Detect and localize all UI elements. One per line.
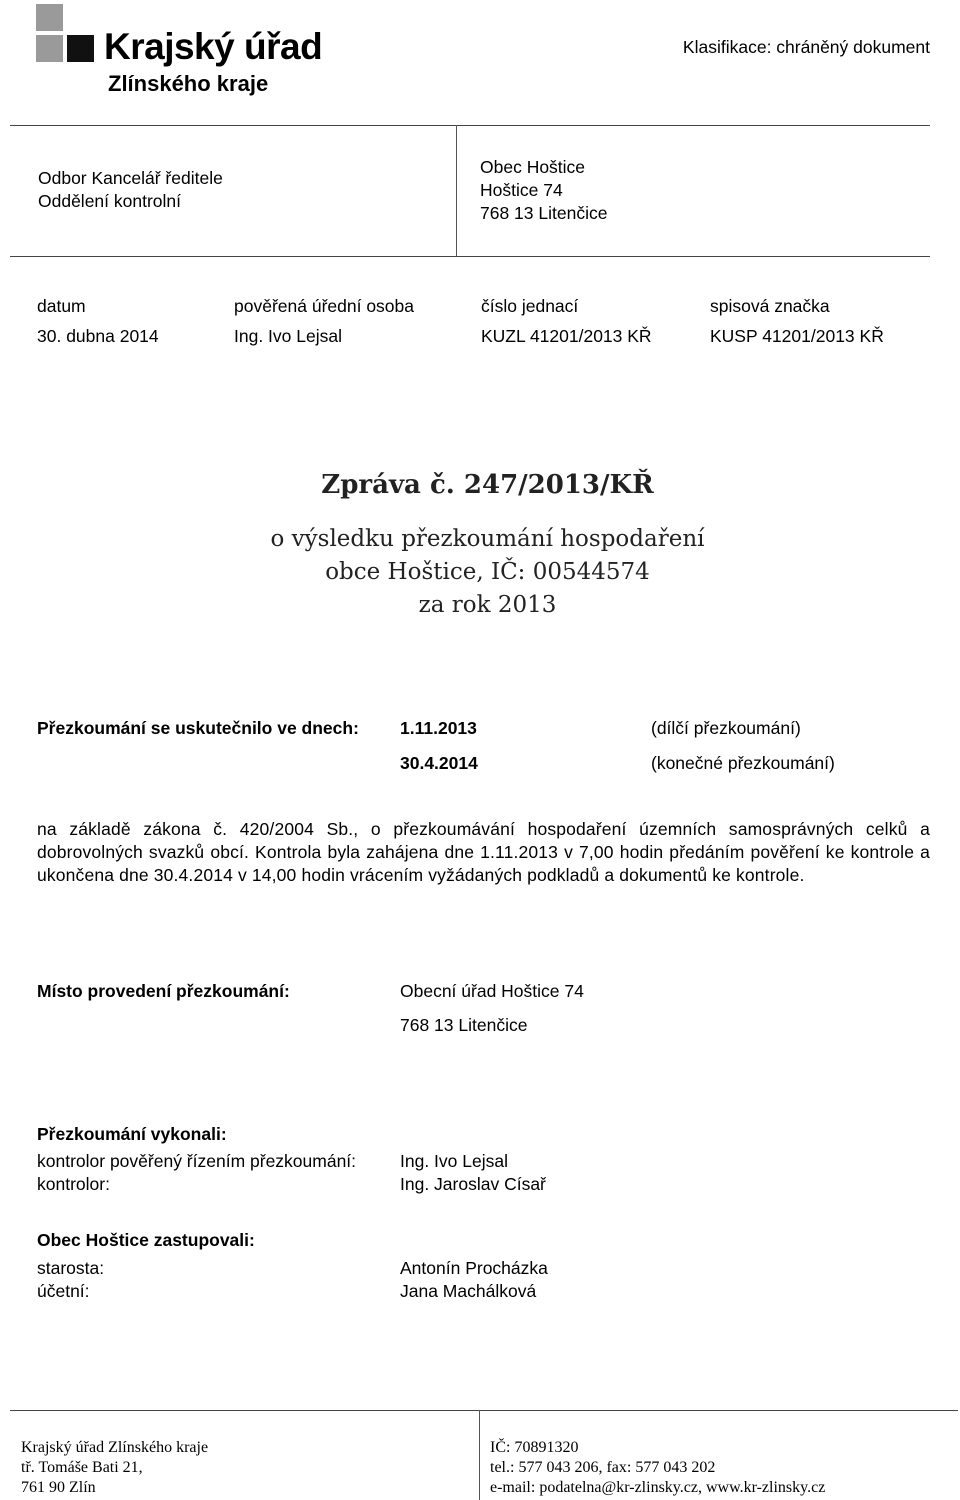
logo-subtitle: Zlínského kraje xyxy=(108,71,269,96)
meta-label-ref: číslo jednací xyxy=(481,296,579,316)
logo-title: Krajský úřad xyxy=(104,26,323,67)
footer-city: 761 90 Zlín xyxy=(21,1479,96,1496)
classification-label: Klasifikace: chráněný dokument xyxy=(682,37,930,57)
performed-role-2: kontrolor: xyxy=(37,1174,110,1194)
review-label: Přezkoumání se uskutečnilo ve dnech: xyxy=(37,718,359,738)
represented-name-2: Jana Machálková xyxy=(400,1281,537,1301)
header-rule-top xyxy=(10,125,930,126)
performed-name-1: Ing. Ivo Lejsal xyxy=(400,1151,508,1171)
recipient-city: 768 13 Litenčice xyxy=(480,203,608,223)
review-date-1: 1.11.2013 xyxy=(400,718,477,738)
place-label: Místo provedení přezkoumání: xyxy=(37,981,290,1001)
recipient-street: Hoštice 74 xyxy=(480,180,563,200)
meta-label-file: spisová značka xyxy=(710,296,830,316)
legal-basis-paragraph: na základě zákona č. 420/2004 Sb., o přezkoumávání hospodaření územních samosprávných celků a dobrovolných svazků obcí. Kontrola byla zahájena dne 1.11.2013 v 7,00 hodin předáním pověření ke kontrole a ukončena dne 30.4.2014 v 14,00 hodin vrácením vyžádaných podkladů a dokumentů ke kontrole. xyxy=(37,819,930,885)
footer-ico: IČ: 70891320 xyxy=(490,1439,579,1456)
meta-value-officer: Ing. Ivo Lejsal xyxy=(234,326,342,346)
represented-role-2: účetní: xyxy=(37,1281,90,1301)
performed-role-1: kontrolor pověřený řízením přezkoumání: xyxy=(37,1151,357,1171)
report-subtitle-2: obce Hoštice, IČ: 00544574 xyxy=(325,559,650,585)
logo-mark xyxy=(36,4,94,62)
address-divider xyxy=(456,125,457,256)
performed-heading: Přezkoumání vykonali: xyxy=(37,1124,227,1144)
meta-value-date: 30. dubna 2014 xyxy=(37,326,159,346)
represented-heading: Obec Hoštice zastupovali: xyxy=(37,1230,255,1250)
represented-name-1: Antonín Procházka xyxy=(400,1258,548,1278)
recipient-name: Obec Hoštice xyxy=(480,157,586,177)
meta-label-officer: pověřená úřední osoba xyxy=(234,296,414,316)
place-line-1: Obecní úřad Hoštice 74 xyxy=(400,981,584,1001)
footer-divider xyxy=(479,1410,480,1500)
footer-rule xyxy=(10,1410,958,1411)
sender-dept: Odbor Kancelář ředitele xyxy=(38,168,223,188)
place-line-2: 768 13 Litenčice xyxy=(400,1015,528,1035)
report-title: Zpráva č. 247/2013/KŘ xyxy=(321,470,654,500)
sender-section: Oddělení kontrolní xyxy=(38,191,182,211)
review-date-2: 30.4.2014 xyxy=(400,753,478,773)
footer-email-web: e-mail: podatelna@kr-zlinsky.cz, www.kr-zlinsky.cz xyxy=(490,1479,826,1496)
report-subtitle-1: o výsledku přezkoumání hospodaření xyxy=(270,526,705,552)
header-rule-bottom xyxy=(10,256,930,257)
review-note-1: (dílčí přezkoumání) xyxy=(651,718,801,738)
footer-street: tř. Tomáše Bati 21, xyxy=(21,1459,143,1476)
footer-phone: tel.: 577 043 206, fax: 577 043 202 xyxy=(490,1459,716,1476)
footer-office-name: Krajský úřad Zlínského kraje xyxy=(21,1439,209,1456)
meta-value-ref: KUZL 41201/2013 KŘ xyxy=(481,326,652,346)
represented-role-1: starosta: xyxy=(37,1258,105,1278)
meta-label-date: datum xyxy=(37,296,86,316)
performed-name-2: Ing. Jaroslav Císař xyxy=(400,1174,546,1194)
review-note-2: (konečné přezkoumání) xyxy=(651,753,835,773)
meta-value-file: KUSP 41201/2013 KŘ xyxy=(710,326,884,346)
report-subtitle-3: za rok 2013 xyxy=(418,592,557,618)
